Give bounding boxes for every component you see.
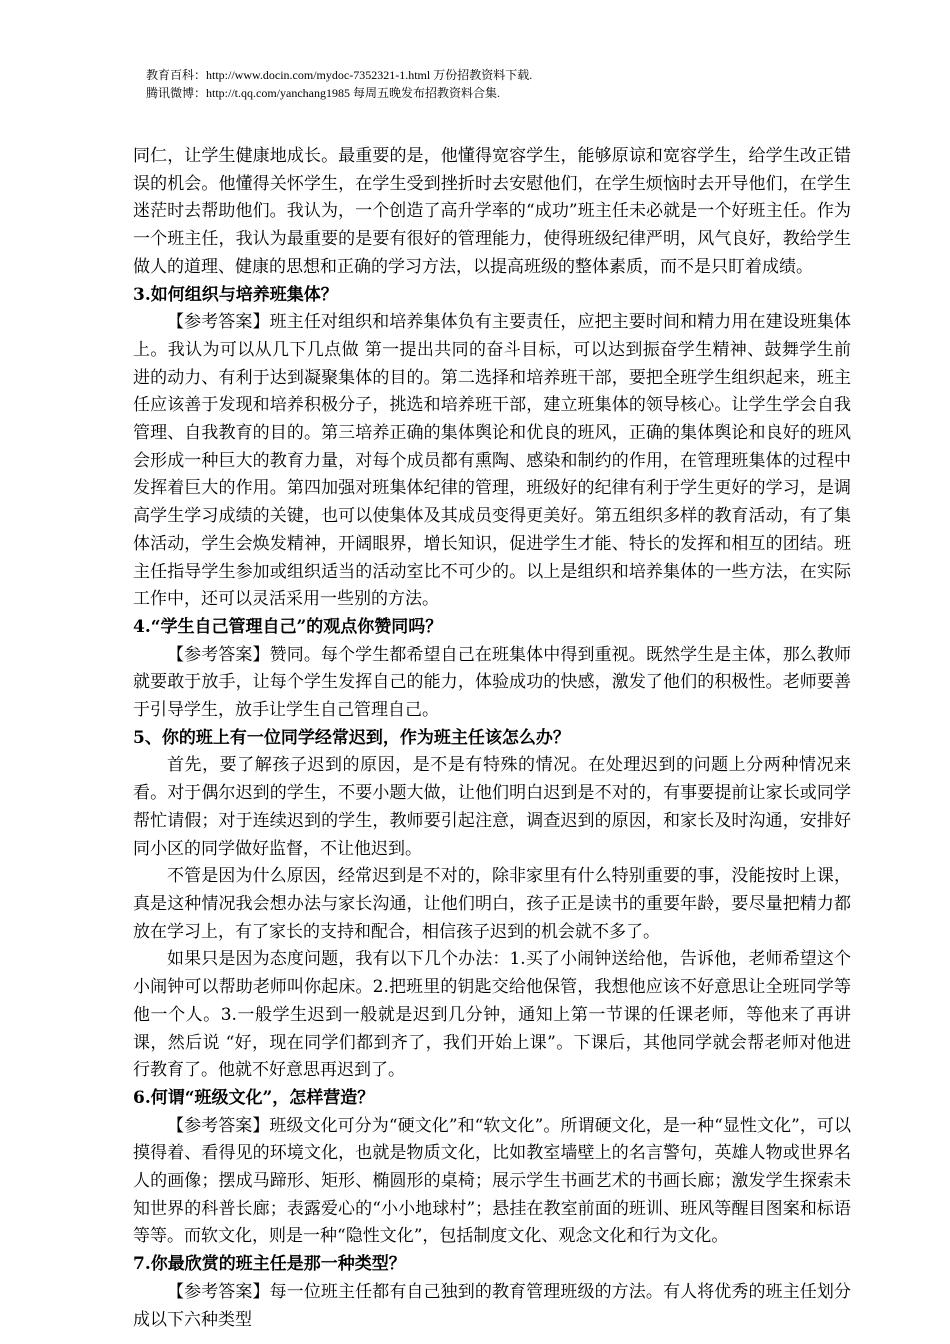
answer-6-paragraph: 【参考答案】班级文化可分为“硬文化”和“软文化”。所谓硬文化，是一种“显性文化”，可以摸得着、看得见的环境文化，也就是物质文化，比如教室墙壁上的名言警句，英雄人物或世界名人的画像；摆成马蹄形、矩形、椭圆形的桌椅；展示学生书画艺术的书画长廊；激发学生探索未知世界的科普长廊；表露爱心的“小小地球村”；悬挂在教室前面的班训、班风等醒目图案和标语等等。而软文化，则是一种“隐性文化”，包括制度文化、观念文化和行为文化。 [133,1115,851,1247]
document-body [133,143,851,1334]
question-3-heading: 3.如何组织与培养班集体？ [133,284,338,305]
answer-5-paragraph-2: 不管是因为什么原因，经常迟到是不对的，除非家里有什么特别重要的事，没能按时上课，真是这种情况我会想办法与家长沟通，让他们明白，孩子正是读书的重要年龄，要尽量把精力都放在学习上，有了家长的支持和配合，相信孩子迟到的机会就不多了。 [133,866,851,942]
answer-4-paragraph: 【参考答案】赞同。每个学生都希望自己在班集体中得到重视。既然学生是主体，那么教师就要敢于放手，让每个学生发挥自己的能力，体验成功的快感，激发了他们的积极性。老师要善于引导学生，放手让学生自己管理自己。 [133,644,851,721]
question-7-heading: 7.你最欣赏的班主任是那一种类型？ [133,1254,406,1275]
paragraph-continued: 同仁，让学生健康地成长。最重要的是，他懂得宽容学生，能够原谅和宽容学生，给学生改正错误的机会。他懂得关怀学生，在学生受到挫折时去安慰他们，在学生烦恼时去开导他们，在学生迷茫时去帮助他们。我认为，一个创造了高升学率的“成功”班主任未必就是一个好班主任。作为一个班主任，我认为最重要的是要有很好的管理能力，使得班级纪律严明，风气良好，教给学生做人的道理、健康的思想和正确的学习方法，以提高班级的整体素质，而不是只盯着成绩。 [133,146,851,277]
page-header [146,66,532,102]
answer-5-paragraph-3: 如果只是因为态度问题，我有以下几个办法：1.买了小闹钟送给他，告诉他，老师希望这个小闹钟可以帮助老师叫你起床。2.把班里的钥匙交给他保管，我想他应该不好意思让全班同学等他一个人。3.一般学生迟到一般就是迟到几分钟，通知上第一节课的任课老师，等他来了再讲课，然后说 “好，现在同学们都到齐了，我们开始上课”。下课后，其他同学就会帮老师对他进行教育了。他就不好意思再迟到了。 [133,949,851,1081]
question-4-heading: 4.“学生自己管理自己”的观点你赞同吗？ [133,616,443,637]
question-6-heading: 6.何谓“班级文化”，怎样营造？ [133,1087,375,1108]
header-line-docin: 教育百科：http://www.docin.com/mydoc-7352321-1.html 万份招教资料下载. [146,68,533,82]
answer-3-paragraph: 【参考答案】班主任对组织和培养集体负有主要责任，应把主要时间和精力用在建设班集体上。我认为可以从几下几点做 第一提出共同的奋斗目标，可以达到振奋学生精神、鼓舞学生前进的动力、有利于达到凝聚集体的目的。第二选择和培养班干部，要把全班学生组织起来，班主任应该善于发现和培养积极分子，挑选和培养班干部，建立班集体的领导核心。让学生学会自我管理、自我教育的目的。第三培养正确的集体舆论和优良的班风，正确的集体舆论和良好的班风会形成一种巨大的教育力量，对每个成员都有熏陶、感染和制约的作用，在管理班集体的过程中发挥着巨大的作用。第四加强对班集体纪律的管理，班级好的纪律有利于学生更好的学习，是调高学生学习成绩的关键，也可以使集体及其成员变得更美好。第五组织多样的教育活动，有了集体活动，学生会焕发精神，开阔眼界，增长知识，促进学生才能、特长的发挥和相互的团结。班主任指导学生参加或组织适当的活动室比不可少的。以上是组织和培养集体的一些方法，在实际工作中，还可以灵活采用一些别的方法。 [133,312,851,610]
header-line-weibo: 腾讯微博：http://t.qq.com/yanchang1985 每周五晚发布招教资料合集. [146,86,500,100]
answer-5-paragraph-1: 首先，要了解孩子迟到的原因，是不是有特殊的情况。在处理迟到的问题上分两种情况来看。对于偶尔迟到的学生，不要小题大做，让他们明白迟到是不对的，有事要提前让家长或同学帮忙请假；对于连续迟到的学生，教师要引起注意，调查迟到的原因，和家长及时沟通，安排好同小区的同学做好监督，不让他迟到。 [133,755,851,859]
question-5-heading: 5、你的班上有一位同学经常迟到，作为班主任该怎么办？ [133,727,570,748]
answer-7-paragraph: 【参考答案】每一位班主任都有自己独到的教育管理班级的方法。有人将优秀的班主任划分成以下六种类型 [133,1281,851,1330]
